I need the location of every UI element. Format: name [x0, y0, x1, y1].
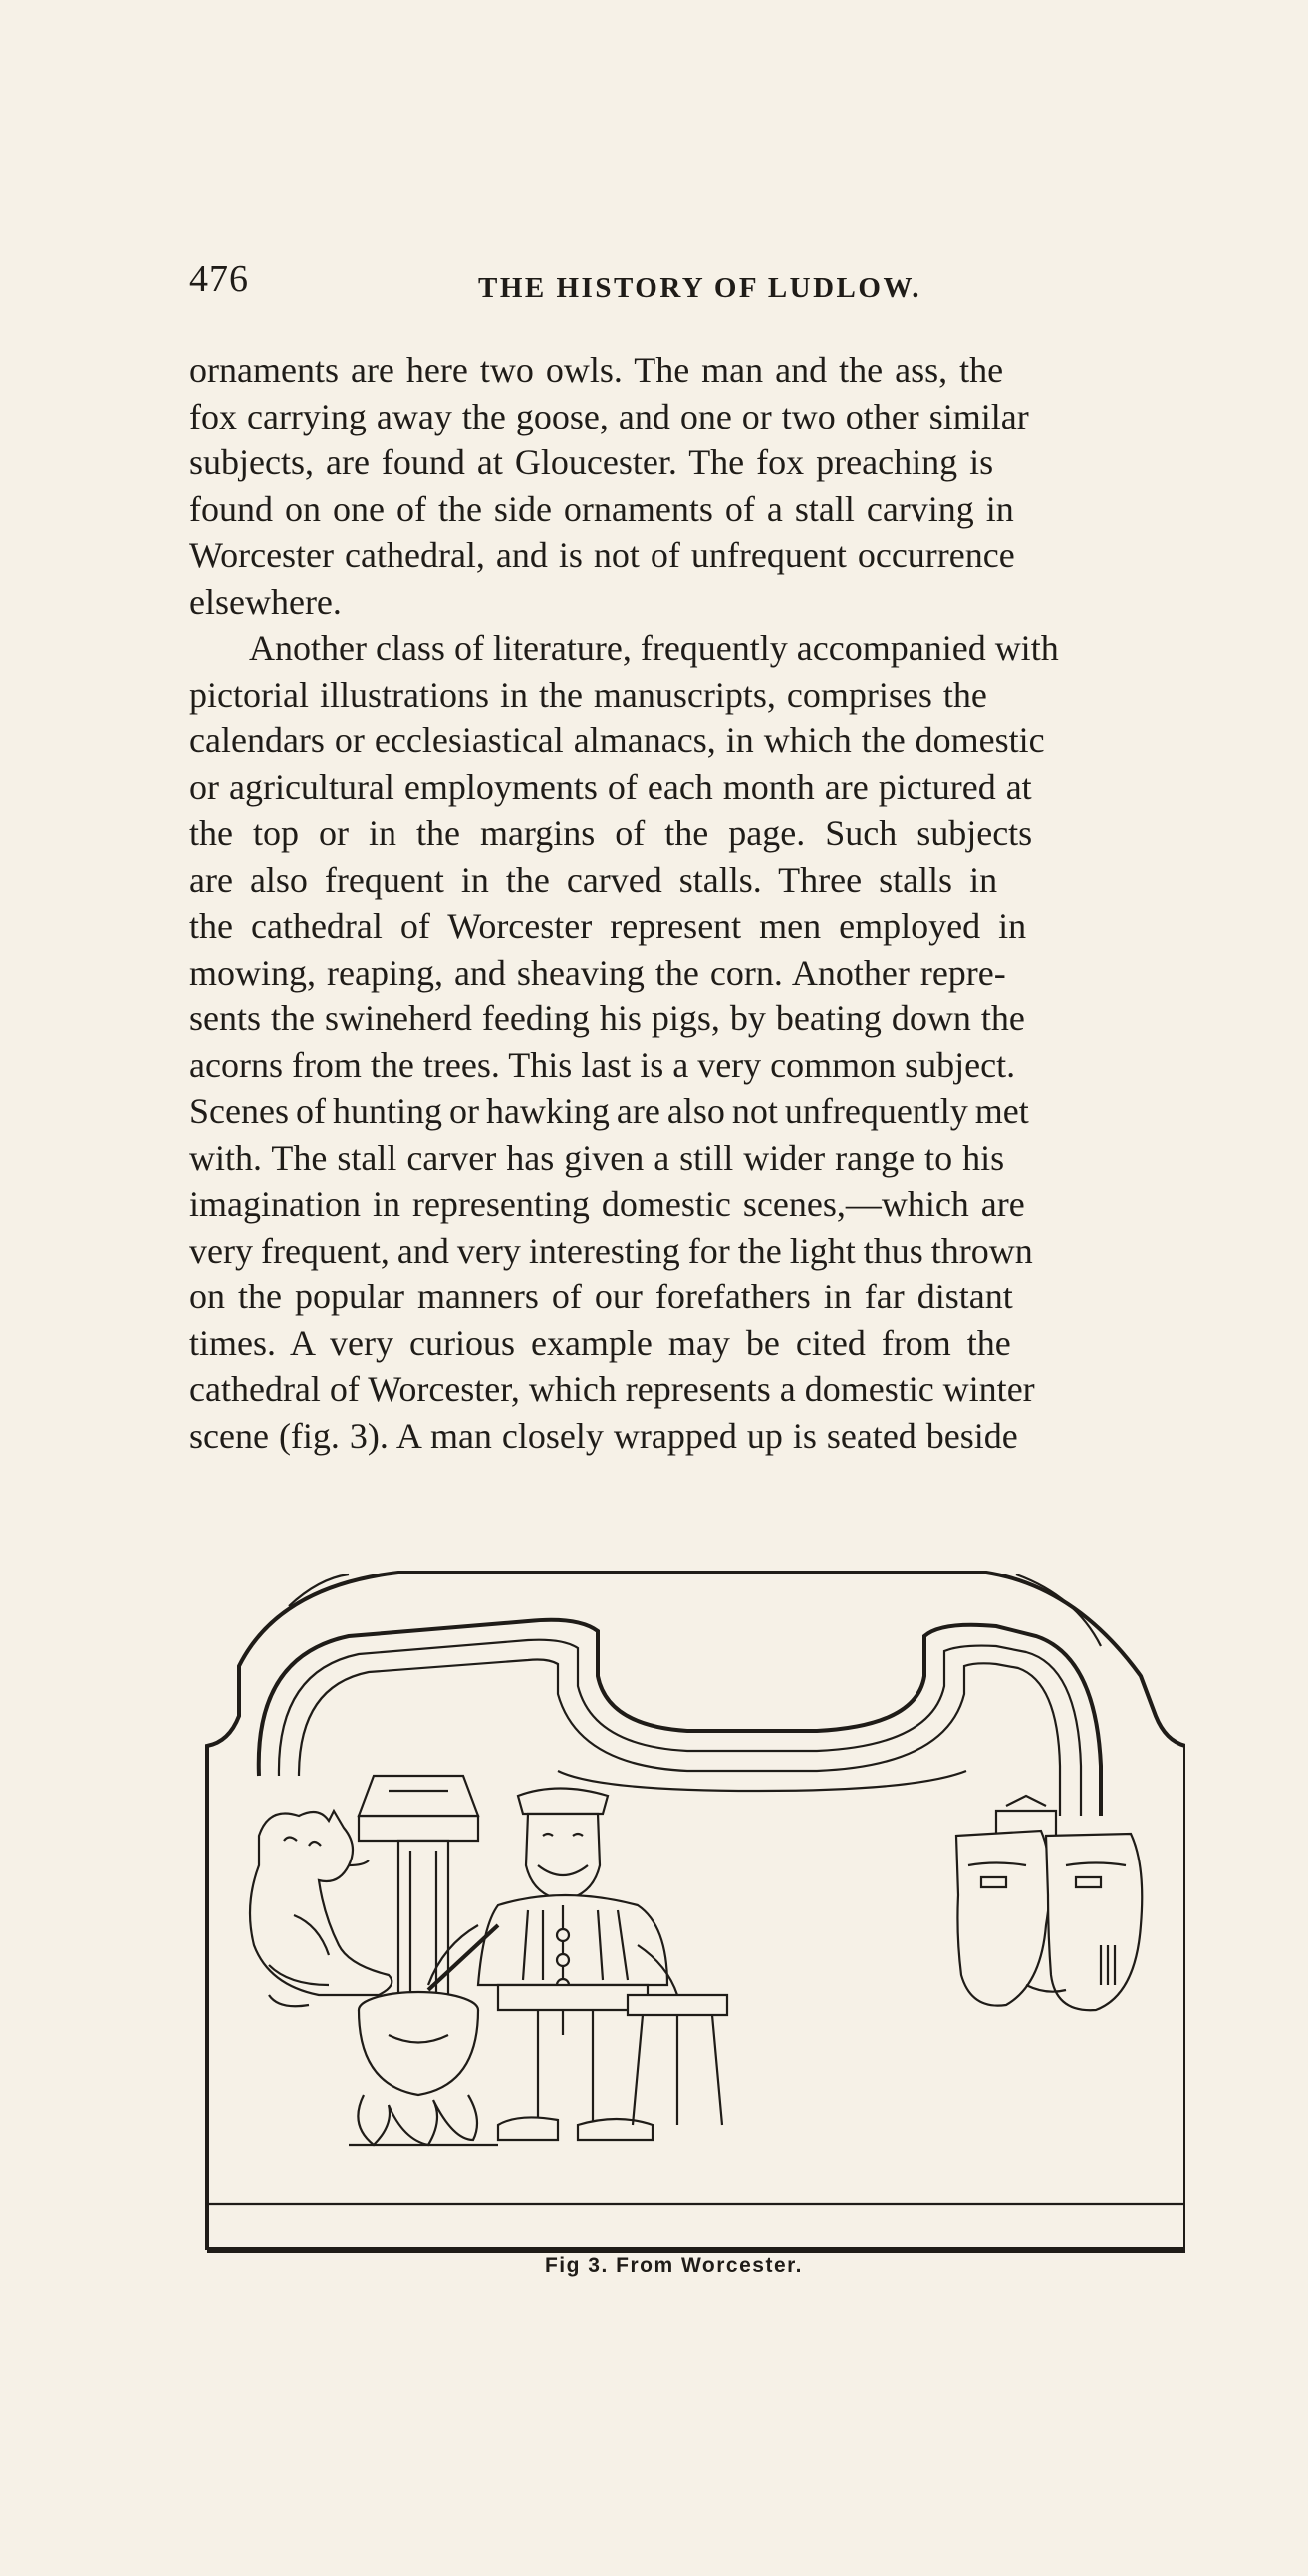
page-number: 476 [189, 258, 249, 300]
text-line: or agricultural employments of each month are pictured at [189, 766, 1032, 807]
body-text [189, 347, 1240, 1459]
figure-caption: Fig 3. From Worcester. [544, 2254, 803, 2277]
text-line: scene (fig. 3). A man closely wrapped up is seated beside [189, 1415, 1018, 1456]
text-line: calendars or ecclesiastical almanacs, in which the domestic [189, 720, 1045, 760]
text-line: Worcester cathedral, and is not of unfrequent occurrence [189, 535, 1015, 575]
text-line: pictorial illustrations in the manuscripts, comprises the [189, 674, 987, 715]
text-line: very frequent, and very interesting for the light thus thrown [189, 1230, 1033, 1271]
running-head: THE HISTORY OF LUDLOW. [478, 272, 922, 304]
text-line: Scenes of hunting or hawking are also not unfrequently met [189, 1091, 1029, 1131]
text-line: elsewhere. [189, 581, 342, 622]
text-line: the cathedral of Worcester represent men employed in [189, 906, 1027, 946]
text-line: sents the swineherd feeding his pigs, by beating down the [189, 999, 1025, 1038]
text-line: imagination in representing domestic scenes,—which are [189, 1184, 1025, 1224]
text-line: mowing, reaping, and sheaving the corn. Another repre- [189, 952, 1006, 993]
figure-illustration [199, 1567, 1185, 2254]
text-line: acorns from the trees. This last is a very common subject. [189, 1044, 1016, 1085]
text-line: Another class of literature, frequently accompanied with [249, 628, 1059, 668]
text-line: times. A very curious example may be cited from the [189, 1322, 1011, 1363]
text-line: ornaments are here two owls. The man and the ass, the [189, 350, 1004, 390]
stool [628, 1995, 727, 2125]
text-line: are also frequent in the carved stalls. Three stalls in [189, 859, 998, 900]
text-line: subjects, are found at Gloucester. The fox preaching is [189, 442, 994, 482]
misericord-carving [199, 1567, 1185, 2254]
text-line: cathedral of Worcester, which represents a domestic winter [189, 1369, 1035, 1409]
hanging-meat [956, 1796, 1142, 2010]
text-line: with. The stall carver has given a still wider range to his [189, 1137, 1005, 1178]
text-line: found on one of the side ornaments of a stall carving in [189, 488, 1014, 529]
text-line: on the popular manners of our forefathers in far distant [189, 1277, 1013, 1316]
text-line: the top or in the margins of the page. Such subjects [189, 813, 1033, 853]
text-line: fox carrying away the goose, and one or two other similar [189, 396, 1029, 436]
